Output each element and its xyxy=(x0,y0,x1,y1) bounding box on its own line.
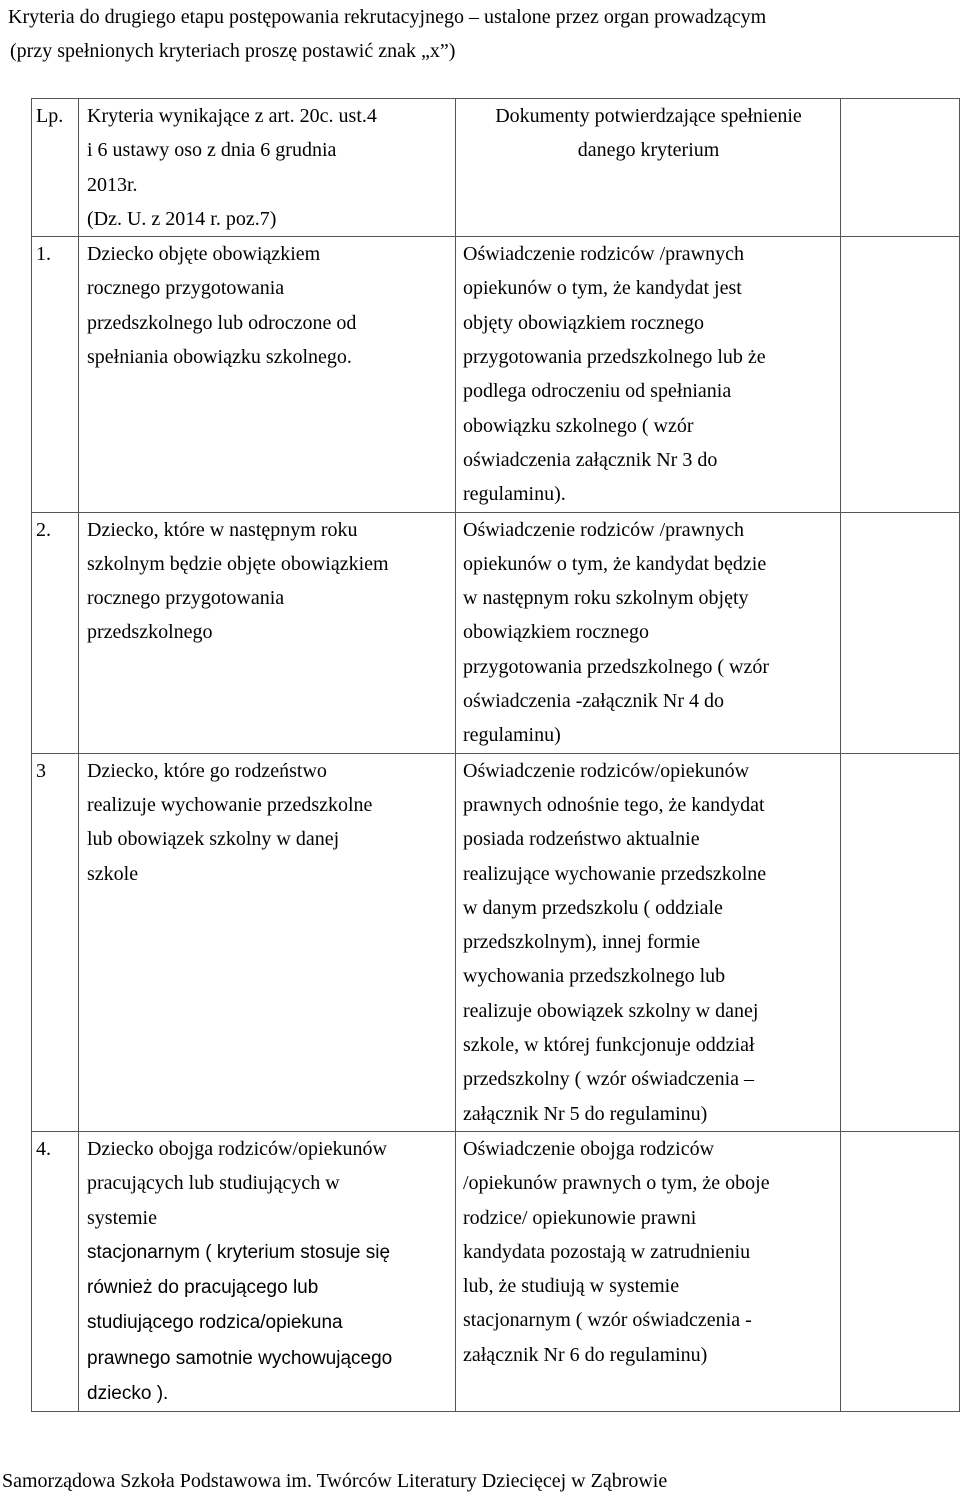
row-number: 2. xyxy=(32,512,79,753)
header-criteria: Kryteria wynikające z art. 20c. ust.4 i 6 ustawy oso z dnia 6 grudnia 2013r. (Dz. U. z 2014 r. poz.7) xyxy=(79,99,456,237)
header-mark-column xyxy=(841,99,960,237)
document-text: Oświadczenie rodziców/opiekunów prawnych odnośnie tego, że kandydat posiada rodzeństwo aktualnie realizujące wychowanie przedszkolne w danym przedszkolu ( oddziale przedszkolnym), innej formie wychowania przedszkolnego lub realizuje obowiązek szkolny w danej szkole, w której funkcjonuje oddział przedszkolny ( wzór oświadczenia – załącznik Nr 5 do regulaminu) xyxy=(456,753,841,1131)
row-number: 1. xyxy=(32,237,79,512)
mark-cell[interactable] xyxy=(841,1131,960,1411)
page-heading xyxy=(8,0,953,68)
table-row xyxy=(32,512,960,753)
criteria-table xyxy=(31,98,960,1412)
table-row xyxy=(32,237,960,512)
row-number: 3 xyxy=(32,753,79,1131)
document-text: Oświadczenie rodziców /prawnych opiekunów o tym, że kandydat będzie w następnym roku szkolnym objęty obowiązkiem rocznego przygotowania przedszkolnego ( wzór oświadczenia -załącznik Nr 4 do regulaminu) xyxy=(456,512,841,753)
table-row xyxy=(32,753,960,1131)
criterion-text-part-1: Dziecko obojga rodziców/opiekunów pracujących lub studiujących w systemie xyxy=(87,1137,387,1229)
table-header-row xyxy=(32,99,960,237)
row-number: 4. xyxy=(32,1131,79,1411)
header-lp: Lp. xyxy=(32,99,79,237)
document-text: Oświadczenie rodziców /prawnych opiekunów o tym, że kandydat jest objęty obowiązkiem rocznego przygotowania przedszkolnego lub że podlega odroczeniu od spełniania obowiązku szkolnego ( wzór oświadczenia załącznik Nr 3 do regulaminu). xyxy=(456,237,841,512)
criterion-text xyxy=(79,1131,456,1411)
mark-cell[interactable] xyxy=(841,512,960,753)
document-text: Oświadczenie obojga rodziców /opiekunów prawnych o tym, że oboje rodzice/ opiekunowie prawni kandydata pozostają w zatrudnieniu lub, że studiują w systemie stacjonarnym ( wzór oświadczenia - załącznik Nr 6 do regulaminu) xyxy=(456,1131,841,1411)
mark-cell[interactable] xyxy=(841,753,960,1131)
heading-line-1: Kryteria do drugiego etapu postępowania rekrutacyjnego – ustalone przez organ prowadzącym xyxy=(8,6,767,28)
criterion-text-part-2: stacjonarnym ( kryterium stosuje się również do pracującego lub studiującego rodzica/opiekuna prawnego samotnie wychowującego dziecko ). xyxy=(87,1241,393,1404)
footer-school-name: Samorządowa Szkoła Podstawowa im. Twórców Literatury Dziecięcej w Ząbrowie xyxy=(2,1470,668,1492)
criterion-text: Dziecko, które go rodzeństwo realizuje wychowanie przedszkolne lub obowiązek szkolny w danej szkole xyxy=(79,753,456,1131)
criterion-text: Dziecko, które w następnym roku szkolnym będzie objęte obowiązkiem rocznego przygotowania przedszkolnego xyxy=(79,512,456,753)
header-documents: Dokumenty potwierdzające spełnienie danego kryterium xyxy=(456,99,841,237)
table-row xyxy=(32,1131,960,1411)
mark-cell[interactable] xyxy=(841,237,960,512)
criterion-text: Dziecko objęte obowiązkiem rocznego przygotowania przedszkolnego lub odroczone od spełniania obowiązku szkolnego. xyxy=(79,237,456,512)
heading-line-2: (przy spełnionych kryteriach proszę postawić znak „x”) xyxy=(10,40,456,62)
